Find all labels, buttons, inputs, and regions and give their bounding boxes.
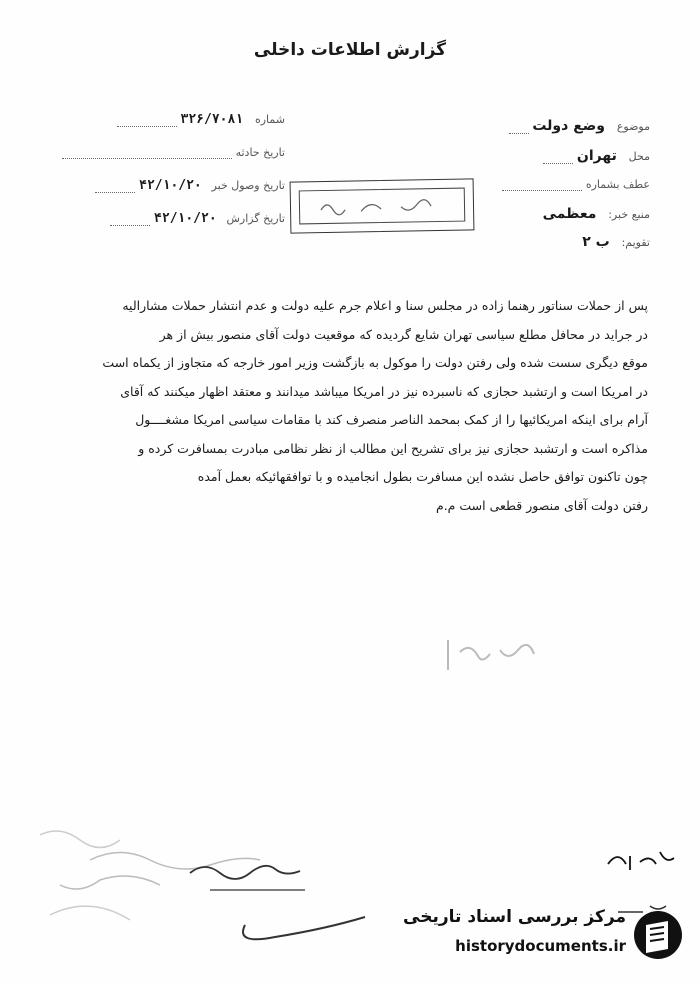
report-body [22,292,648,520]
stamp-scribble-icon [291,179,476,234]
handwritten-notes-icon [30,815,410,955]
body-line: موقع دیگری سست شده ولی رفتن دولت را موکول به بازگشت وزیر امور خارجه که متجاوز از یکماه است [102,355,648,370]
body-line: مذاکره است و ارتشبد حجازی نیز برای تشریح این مطالب از نظر نظامی مبادرت بمسافرت کرده و [138,440,648,456]
archive-logo [403,905,688,965]
stamp-box [290,178,475,233]
subject-field [509,118,650,134]
body-line: در جراید در محافل مطلع سیاسی تهران شایع گردیده که موقعیت دولت آقای منصور بیش از هر [159,326,648,342]
attachment-label: عطف بشماره [585,178,650,191]
number-field [117,112,285,127]
source-label: منبع خبر: [608,208,650,221]
archive-website: historydocuments.ir [455,937,626,955]
source-field [543,206,650,222]
report-date-label: تاریخ گزارش [226,212,285,225]
place-label: محل [628,150,650,163]
faded-signature-icon [440,630,550,680]
rating-label: تقویم: [621,236,650,249]
subject-label: موضوع [616,120,650,133]
rating-value: ب ۲ [582,234,610,250]
body-line: آرام برای اینکه امریکائیها را از کمک بمحمد الناصر منصرف کند با مقامات سیاسی امریکا مشغــــول [135,412,648,427]
body-line: پس از حملات سناتور رهنما زاده در مجلس سنا و اعلام جرم علیه دولت و عدم انتشار حملات مشارالیه [122,298,648,313]
number-label: شماره [254,113,285,126]
body-line: چون تاکنون توافق حاصل نشده این مسافرت بطول انجامیده و با توافقهائیکه بعمل آمده [197,469,648,484]
report-date-value: ۴۲/۱۰/۲۰ [154,211,217,226]
body-line: در امریکا است و ارتشبد حجازی که ناسبرده نیز در امریکا میباشد میدانند و معتقد اظهار میکنند که آقای [120,383,648,399]
subject-value: وضع دولت [532,118,605,134]
rating-field [582,234,650,250]
archive-org-name: مرکز بررسی اسناد تاریخی [403,907,626,927]
place-field [543,148,650,164]
number-value: ۳۲۶/۷۰۸۱ [180,112,244,127]
attachment-field [502,177,650,191]
event-date-field [62,145,285,159]
receipt-date-field [95,178,285,193]
report-date-field [110,211,285,226]
archive-emblem-icon [632,909,684,961]
event-date-label: تاریخ حادثه [235,146,285,159]
place-value: تهران [576,148,617,164]
receipt-date-label: تاریخ وصول خبر [211,179,285,192]
document-title: گزارش اطلاعات داخلی [253,40,447,60]
receipt-date-value: ۴۲/۱۰/۲۰ [139,178,202,193]
body-line: رفتن دولت آقای منصور قطعی است م.م [435,497,648,513]
source-value: معظمی [542,206,597,222]
